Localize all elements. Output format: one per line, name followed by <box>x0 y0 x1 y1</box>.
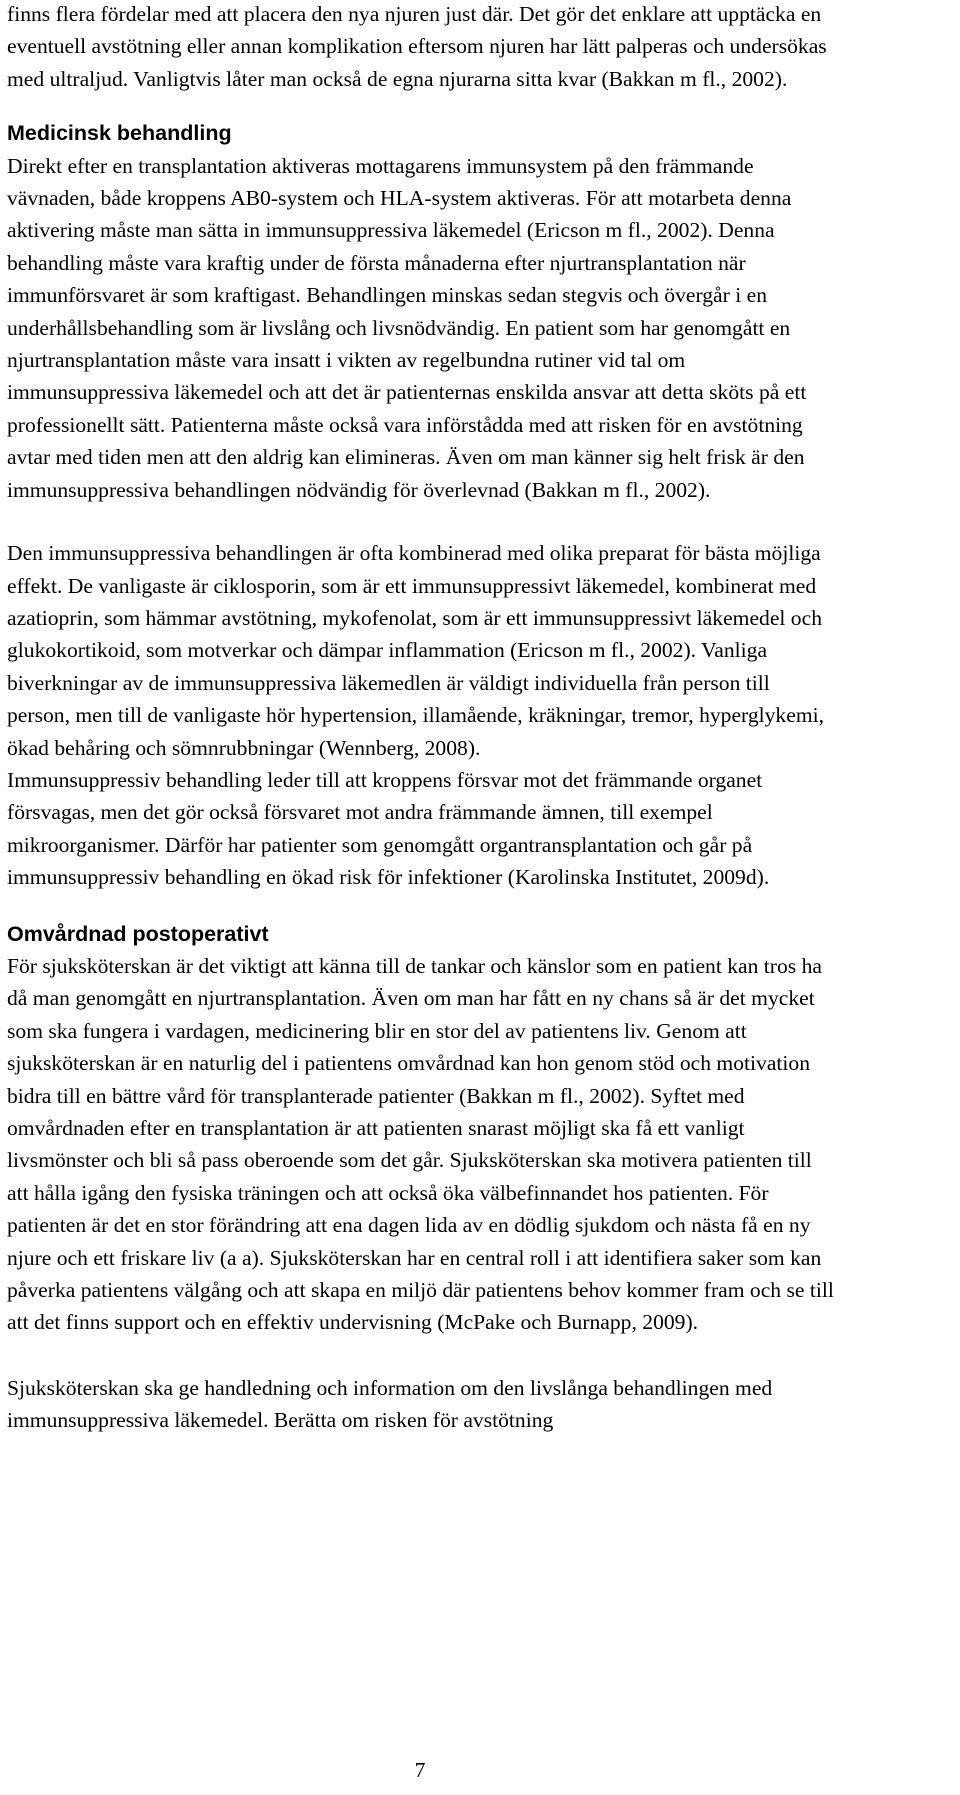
page-number: 7 <box>414 1758 426 1782</box>
section-heading-medicinsk-behandling: Medicinsk behandling <box>7 121 232 146</box>
paragraph-handledning: Sjuksköterskan ska ge handledning och information om den livslånga behandlingen med immunsuppressiva läkemedel. Berätta om risken för avstötning <box>7 1375 773 1433</box>
section-heading-omvardnad-postoperativt: Omvårdnad postoperativt <box>7 921 269 946</box>
paragraph-infektionsrisk: Immunsuppressiv behandling leder till att kroppens försvar mot det främmande organet försvagas, men det gör också försvaret mot andra främmande ämnen, till exempel mikroorganismer. Därför har patienter som genomgått organtransplantation och går på immunsuppressiv behandling en ökad risk för infektioner (Karolinska Institutet, 2009d). <box>7 767 770 890</box>
paragraph-kombinerad-behandling: Den immunsuppressiva behandlingen är ofta kombinerad med olika preparat för bästa möjliga effekt. De vanligaste är ciklosporin, som är ett immunsuppressivt läkemedel, kombinerat med azatioprin, som hämmar avstötning, mykofenolat, som är ett immunsuppressivt läkemedel och glukokortikoid, som motverkar och dämpar inflammation (Ericson m fl., 2002). Vanliga biverkningar av de immunsuppressiva läkemedlen är väldigt individuella från person till person, men till de vanligaste hör hypertension, illamående, kräkningar, tremor, hyperglykemi, ökad behåring och sömnrubbningar (Wennberg, 2008). <box>7 541 825 760</box>
paragraph-sjukskoterskans-roll: För sjuksköterskan är det viktigt att känna till de tankar och känslor som en patient kan tros ha då man genomgått en njurtransplantation. Även om man har fått en ny chans så är det mycket som ska fungera i vardagen, medicinering blir en stor del av patientens liv. Genom att sjuksköterskan är en naturlig del i patientens omvårdnad kan hon genom stöd och motivation bidra till en bättre vård för transplanterade patienter (Bakkan m fl., 2002). Syftet med omvårdnaden efter en transplantation är att patienten snarast möjligt ska få ett vanligt livsmönster och bli så pass oberoende som det går. Sjuksköterskan ska motivera patienten till att hålla igång den fysiska träningen och att också öka välbefinnandet hos patienten. För patienten är det en stor förändring att ena dagen lida av en dödlig sjukdom och nästa få en ny njure och ett friskare liv (a a). Sjuksköterskan har en central roll i att identifiera saker som kan påverka patientens välgång och att skapa en miljö där patientens behov kommer fram och se till att det finns support och en effektiv undervisning (McPake och Burnapp, 2009). <box>7 953 834 1335</box>
intro-paragraph: finns flera fördelar med att placera den nya njuren just där. Det gör det enklare att upptäcka en eventuell avstötning eller annan komplikation eftersom njuren har lätt palperas och undersökas med ultraljud. Vanligtvis låter man också de egna njurarna sitta kvar (Bakkan m fl., 2002). <box>7 2 827 91</box>
paragraph-immunsystem: Direkt efter en transplantation aktiveras mottagarens immunsystem på den främmande vävnaden, både kroppens AB0-system och HLA-system aktiveras. För att motarbeta denna aktivering måste man sätta in immunsuppressiva läkemedel (Ericson m fl., 2002). Denna behandling måste vara kraftig under de första månaderna efter njurtransplantation när immunförsvaret är som kraftigast. Behandlingen minskas sedan stegvis och övergår i en underhållsbehandling som är livslång och livsnödvändig. En patient som har genomgått en njurtransplantation måste vara insatt i vikten av regelbundna rutiner vid tal om immunsuppressiva läkemedel och att det är patienternas enskilda ansvar att detta sköts på ett professionellt sätt. Patienterna måste också vara införstådda med att risken för en avstötning avtar med tiden men att den aldrig kan elimineras. Även om man känner sig helt frisk är den immunsuppressiva behandlingen nödvändig för överlevnad (Bakkan m fl., 2002). <box>7 153 807 502</box>
document-page <box>7 0 837 1437</box>
